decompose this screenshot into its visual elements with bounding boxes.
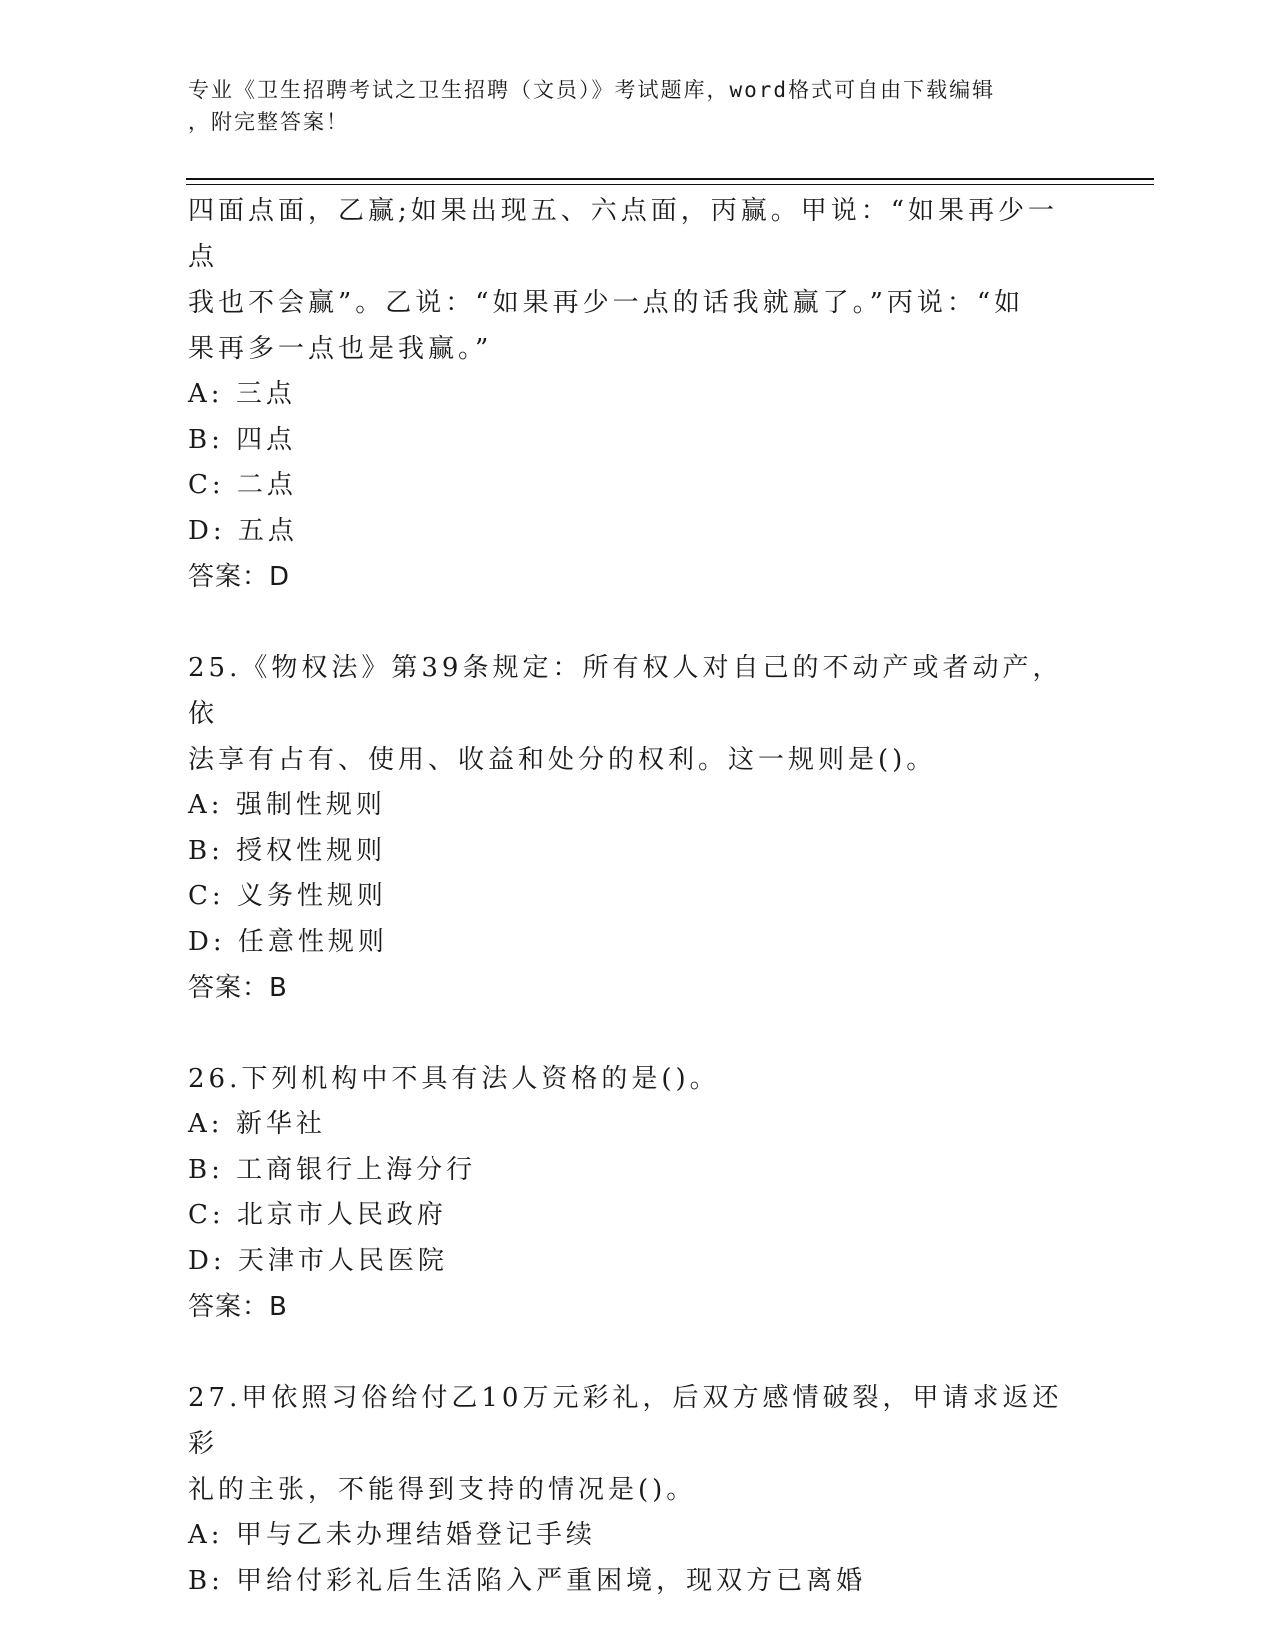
option-a: A: 三点	[188, 379, 296, 409]
question-number: 25.	[188, 653, 242, 683]
option-d: D: 五点	[188, 515, 298, 546]
question-number: 26.	[188, 1064, 242, 1094]
question-block	[188, 188, 1068, 600]
question-text-line: 我也不会赢”。乙说：“如果再少一点的话我就赢了。”丙说：“如	[188, 288, 1025, 318]
question-block	[188, 645, 1068, 1011]
option-d: D: 天津市人民医院	[188, 1245, 448, 1276]
option-c: C: 二点	[188, 470, 297, 500]
option-a: A: 强制性规则	[188, 790, 386, 820]
question-text-line: 法享有占有、使用、收益和处分的权利。这一规则是()。	[188, 745, 937, 775]
answer-line: 答案：D	[188, 562, 291, 592]
answer-line: 答案：B	[188, 973, 288, 1003]
question-text-line: 26.下列机构中不具有法人资格的是()。	[188, 1064, 720, 1094]
question-list	[188, 188, 1068, 1604]
question-block	[188, 1375, 1068, 1604]
option-c: C: 北京市人民政府	[188, 1200, 447, 1230]
option-c: C: 义务性规则	[188, 881, 387, 911]
header-line-1: 专业《卫生招聘考试之卫生招聘（文员）》考试题库，word格式可自由下载编辑	[188, 78, 996, 102]
option-b: B: 工商银行上海分行	[188, 1154, 477, 1185]
option-d: D: 任意性规则	[188, 926, 388, 957]
option-a: A: 新华社	[188, 1109, 326, 1139]
question-text-line: 四面点面，乙赢;如果出现五、六点面，丙赢。甲说：“如果再少一点	[188, 196, 1059, 272]
question-text-line: 果再多一点也是我赢。”	[188, 334, 493, 364]
answer-line: 答案：B	[188, 1292, 288, 1322]
question-text-line: 礼的主张，不能得到支持的情况是()。	[188, 1475, 697, 1505]
header-divider-thin	[186, 184, 1154, 185]
question-block	[188, 1056, 1068, 1330]
option-b: B: 授权性规则	[188, 835, 387, 866]
option-b: B: 四点	[188, 424, 297, 455]
question-text-line: 27.甲依照习俗给付乙10万元彩礼，后双方感情破裂，甲请求返还彩	[188, 1383, 1063, 1459]
header-divider-thick	[186, 178, 1154, 180]
option-b: B: 甲给付彩礼后生活陷入严重困境，现双方已离婚	[188, 1565, 867, 1596]
option-a: A: 甲与乙未办理结婚登记手续	[188, 1520, 596, 1550]
document-header	[188, 74, 1068, 138]
header-line-2: ，附完整答案！	[188, 110, 349, 134]
question-text-line: 25.《物权法》第39条规定：所有权人对自己的不动产或者动产，依	[188, 653, 1063, 729]
question-number: 27.	[188, 1383, 242, 1413]
